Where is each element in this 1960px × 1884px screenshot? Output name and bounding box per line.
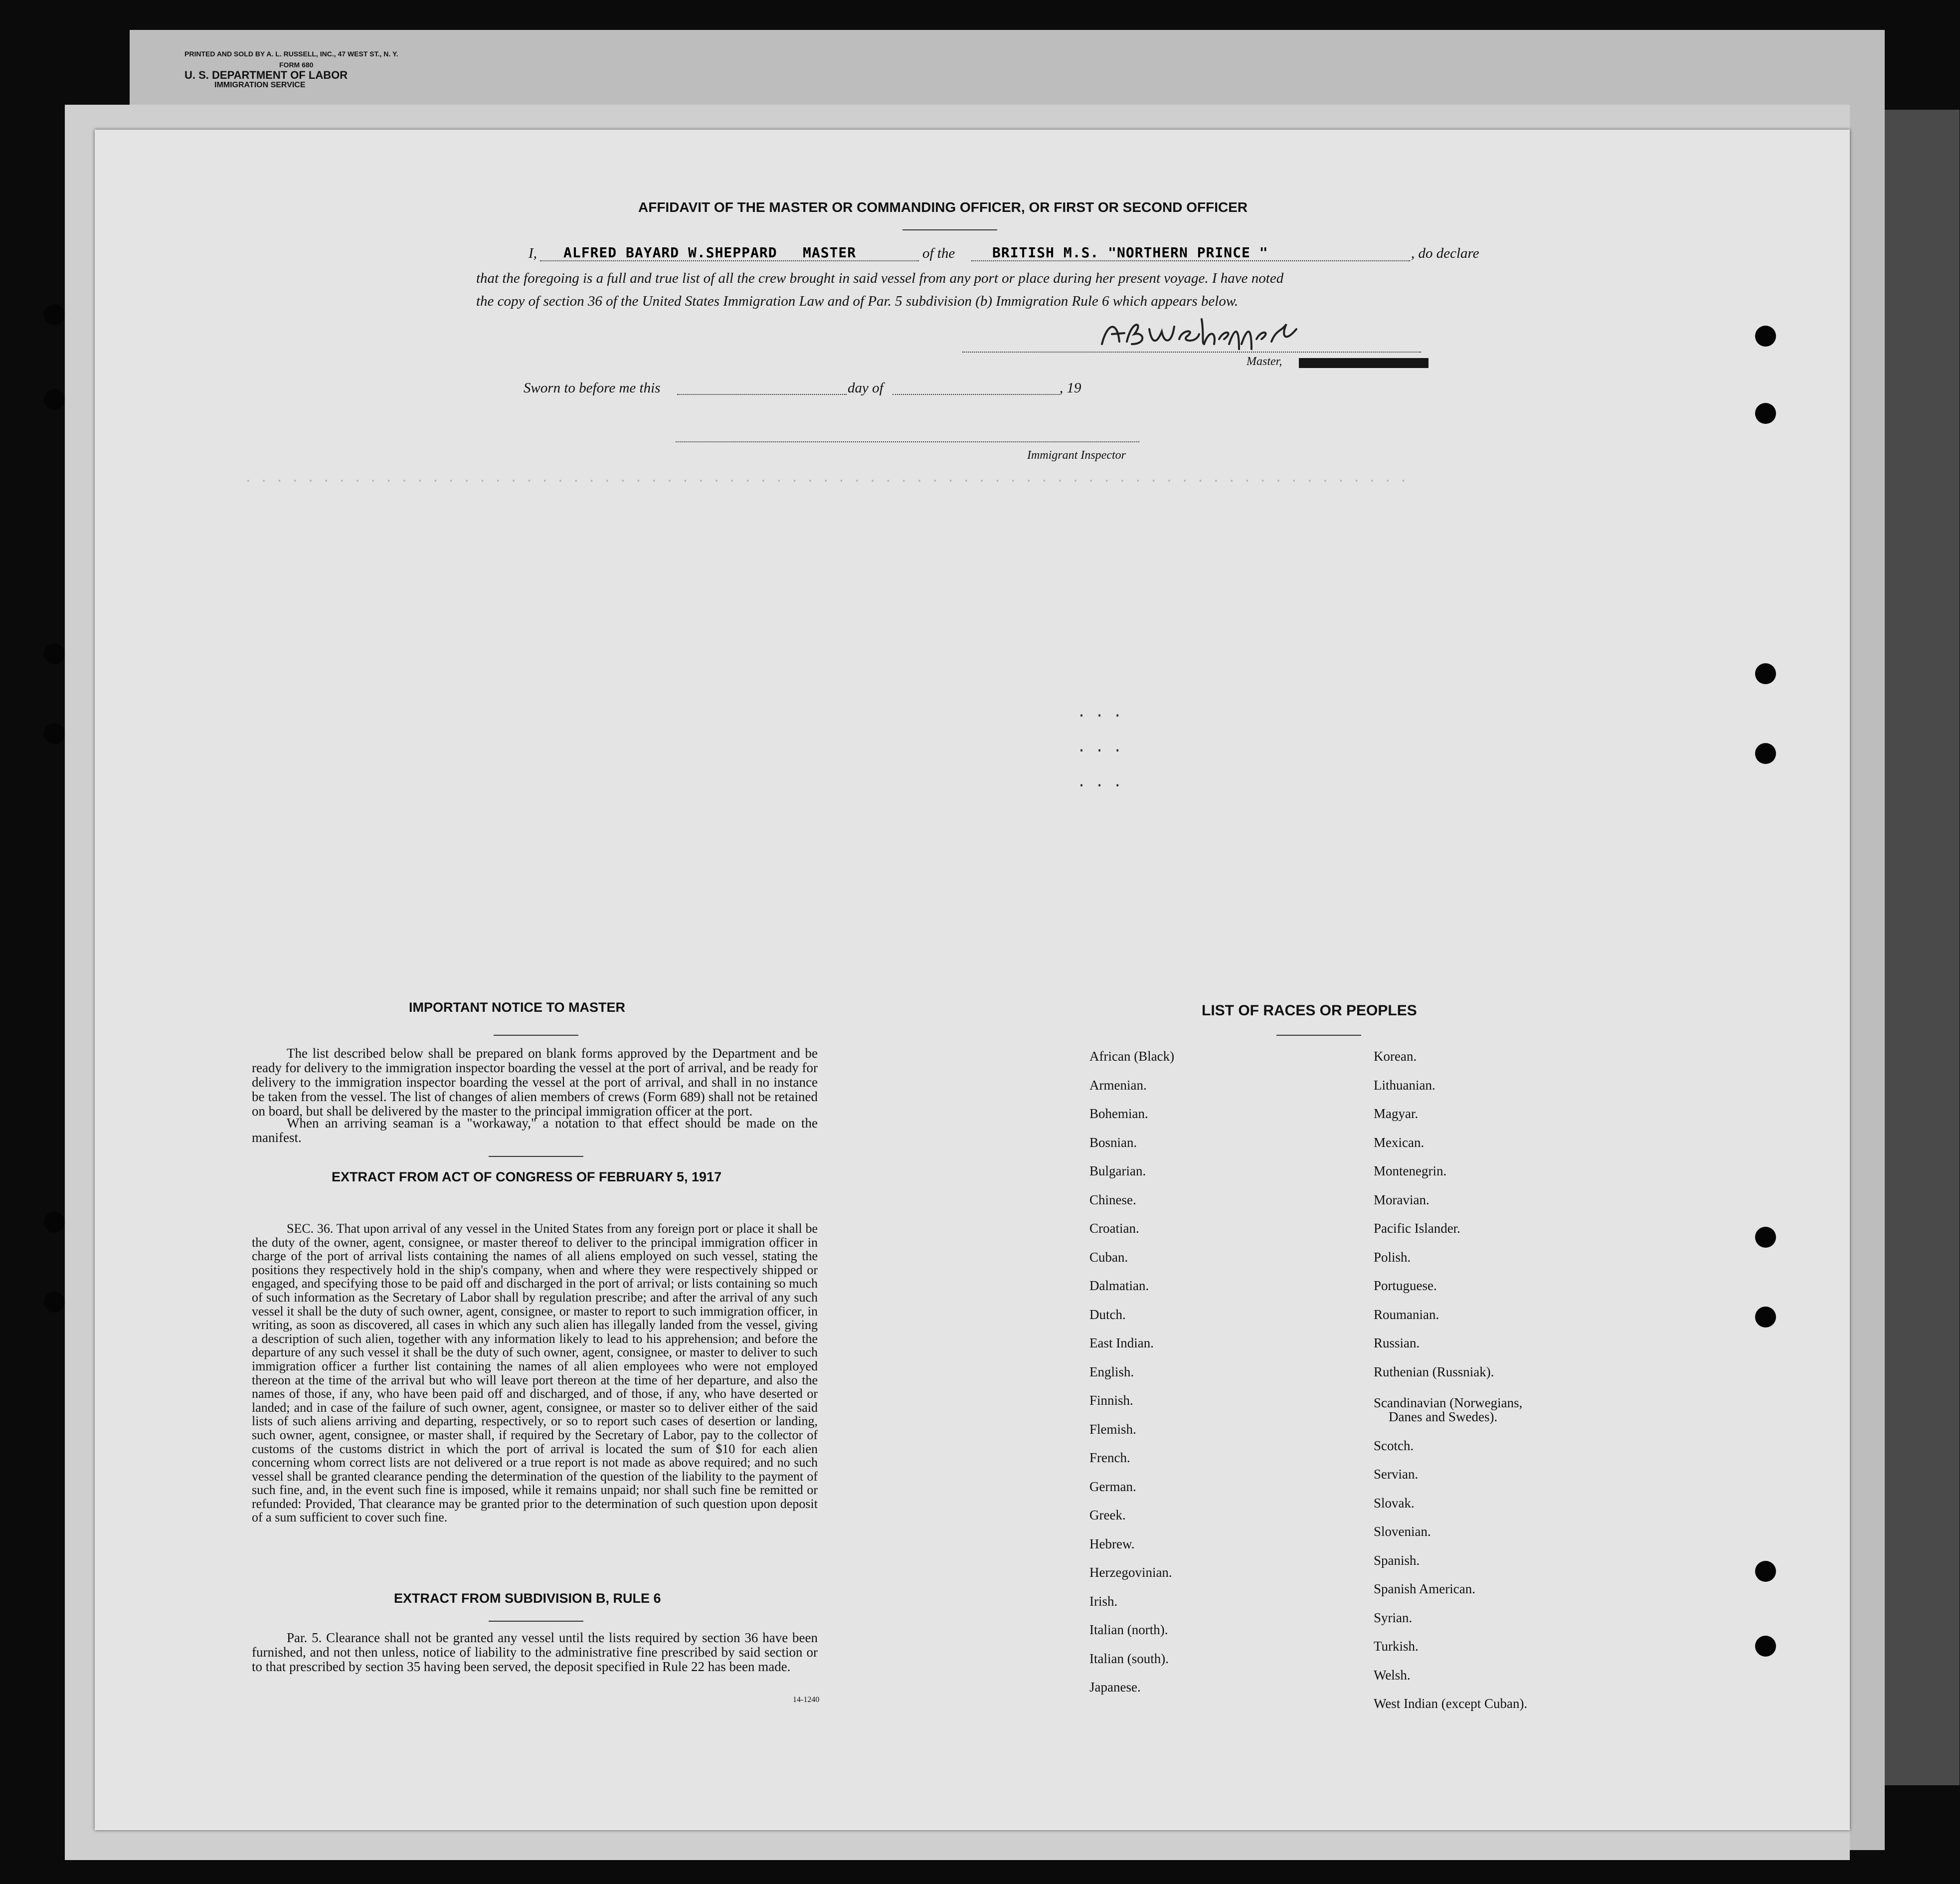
race-item: Servian.: [1374, 1467, 1419, 1482]
extract-congress-title: EXTRACT FROM ACT OF CONGRESS OF FEBRUARY 5, 1917: [332, 1169, 722, 1184]
punch-hole: [1755, 1307, 1776, 1327]
punch-hole: [1755, 663, 1776, 684]
extract-rule-title: EXTRACT FROM SUBDIVISION B, RULE 6: [394, 1591, 661, 1606]
punch-hole: [44, 389, 65, 410]
bleed-through-text: · · · · · · · · · · · · · · · · · · · · · · · · · · · · · · · · · · · · · · · · · · · · · · · · · · · · · · · · · · · · · · · · · · · · · · · · · · ·: [244, 474, 1408, 489]
bleed-through-dots: . . .: [1077, 703, 1122, 721]
day-of-label: day of: [848, 380, 884, 396]
race-item: Ruthenian (Russniak).: [1374, 1364, 1494, 1379]
race-item: Bulgarian.: [1089, 1163, 1146, 1178]
race-item: Dalmatian.: [1089, 1278, 1149, 1293]
race-item: German.: [1089, 1479, 1136, 1494]
notice-paragraph-1: The list described below shall be prepared on blank forms approved by the Department and be ready for delivery to the immigration inspector boarding the vessel at the port of arrival, and be ready for delivery to the immigration inspector boarding the vessel at the port of arrival, and shall in no instance be taken from the vessel. The list of changes of alien members of crews (Form 689) shall not be retained on board, but shall be delivered by the master to the principal immigration officer at the port.: [252, 1046, 818, 1119]
declare-label: , do declare: [1411, 245, 1479, 261]
redaction-bar: [1299, 358, 1428, 368]
race-item: African (Black): [1089, 1049, 1175, 1064]
inspector-label: Immigrant Inspector: [1027, 449, 1126, 462]
punch-hole: [1755, 1561, 1776, 1582]
race-item: Scotch.: [1374, 1438, 1414, 1453]
inspector-signature-line: [676, 441, 1139, 442]
year-label: , 19: [1060, 380, 1081, 396]
race-item: Bohemian.: [1089, 1106, 1148, 1121]
race-item: English.: [1089, 1364, 1134, 1379]
race-item: Croatian.: [1089, 1221, 1139, 1236]
race-item: Cuban.: [1089, 1249, 1128, 1265]
punch-hole: [44, 304, 65, 325]
master-signature-line: [962, 352, 1421, 353]
race-item: Slovak.: [1374, 1495, 1415, 1510]
race-item: Finnish.: [1089, 1393, 1133, 1408]
race-item: Pacific Islander.: [1374, 1221, 1460, 1236]
printer-line: PRINTED AND SOLD BY A. L. RUSSELL, INC., 47 WEST ST., N. Y.: [184, 50, 398, 58]
form-number: FORM 680: [279, 61, 314, 69]
notice-title: IMPORTANT NOTICE TO MASTER: [409, 1000, 625, 1015]
extract-congress-text: SEC. 36. That upon arrival of any vessel in the United States from any foreign port or place it shall be the duty of the owner, agent, consignee, or master thereof to deliver to the principal immigration officer in charge of the port of arrival lists containing the names of all aliens employed on such vessel, stating the positions they respectively hold in the ship's company, when and where they were respectively shipped or engaged, and specifying those to be paid off and discharged in the port of arrival; or lists containing so much of such information as the Secretary of Labor shall by regulation prescribe; and after the arrival of any such vessel it shall be the duty of such owner, agent, consignee, or master to report to such immigration officer, in writing, as soon as discovered, all cases in which any such alien has illegally landed from the vessel, giving a description of such alien, together with any information likely to lead to his apprehension; and before the departure of any such vessel it shall be the duty of such owner, agent, consignee, or master to deliver to such immigration officer a further list containing the names of all alien employees who were not employed thereon at the time of the arrival but who will leave port thereon at the time of her departure, and also the names of those, if any, who have been paid off and discharged, and of those, if any, who have deserted or landed; and in case of the failure of such owner, agent, consignee, or master so to deliver either of the said lists of such aliens arriving and departing, respectively, or so to report such cases of desertion or landing, such owner, agent, consignee, or master shall, if required by the Secretary of Labor, pay to the collector of customs of the customs district in which the port of arrival is located the sum of $10 for each alien concerning whom correct lists are not delivered or a true report is not made as above required; and no such vessel shall be granted clearance pending the determination of the question of the liability to the payment of such fine, and, in the event such fine is imposed, while it remains unpaid; nor shall such fine be remitted or refunded: Provided, That clearance may be granted prior to the determination of such question upon deposit of a sum sufficient to cover such fine.: [252, 1221, 818, 1525]
race-item: Syrian.: [1374, 1610, 1413, 1625]
declaration-line-3: the copy of section 36 of the United States Immigration Law and of Par. 5 subdivision (b) Immigration Rule 6 which appears below.: [476, 293, 1239, 309]
affidavit-title: AFFIDAVIT OF THE MASTER OR COMMANDING OFFICER, OR FIRST OR SECOND OFFICER: [638, 199, 1248, 215]
punch-hole: [44, 1292, 65, 1313]
race-item: Italian (south).: [1089, 1651, 1169, 1666]
race-item: Montenegrin.: [1374, 1163, 1447, 1178]
punch-hole: [44, 643, 65, 664]
race-item: Japanese.: [1089, 1680, 1141, 1695]
race-item: French.: [1089, 1450, 1130, 1465]
race-item: Polish.: [1374, 1249, 1411, 1265]
form-code: 14-1240: [793, 1696, 820, 1704]
race-item: East Indian.: [1089, 1335, 1154, 1350]
race-item: Herzegovinian.: [1089, 1565, 1172, 1580]
rank-value: MASTER: [803, 244, 857, 261]
punch-hole: [1755, 1227, 1776, 1248]
race-item: Danes and Swedes).: [1389, 1409, 1498, 1424]
race-item: Mexican.: [1374, 1134, 1425, 1150]
race-item: Portuguese.: [1374, 1278, 1437, 1293]
extract-rule-rule: [489, 1621, 583, 1622]
master-signature: [1097, 314, 1311, 354]
race-item: Russian.: [1374, 1335, 1420, 1350]
race-item: Turkish.: [1374, 1639, 1419, 1654]
race-item: Chinese.: [1089, 1192, 1136, 1207]
race-item: Irish.: [1089, 1593, 1118, 1609]
of-the-label: of the: [922, 245, 955, 261]
race-item: Roumanian.: [1374, 1307, 1439, 1322]
race-item: Dutch.: [1089, 1307, 1126, 1322]
punch-hole: [1755, 743, 1776, 764]
punch-hole: [1755, 403, 1776, 424]
race-item: Hebrew.: [1089, 1536, 1135, 1551]
race-item: Welsh.: [1374, 1667, 1411, 1683]
punch-hole: [1755, 326, 1776, 347]
sworn-day-line: [677, 394, 847, 395]
race-item: Bosnian.: [1089, 1134, 1137, 1150]
sworn-label: Sworn to before me this: [524, 380, 661, 396]
race-item: Flemish.: [1089, 1421, 1136, 1437]
punch-hole: [44, 723, 65, 744]
extract-rule-text: Par. 5. Clearance shall not be granted any vessel until the lists required by section 36 have been furnished, and not then unless, notice of liability to the administrative fine prescribed by said section or to that prescribed by section 35 having been served, the deposit specified in Rule 22 has been made.: [252, 1630, 818, 1674]
race-item: West Indian (except Cuban).: [1374, 1696, 1528, 1711]
race-item: Spanish American.: [1374, 1581, 1475, 1596]
bleed-through-dots: . . .: [1077, 773, 1122, 790]
affidavit-sheet: [95, 130, 1850, 1830]
master-label: Master,: [1247, 355, 1282, 368]
race-item: Magyar.: [1374, 1106, 1419, 1121]
i-label: I,: [529, 245, 537, 261]
punch-hole: [44, 1212, 65, 1233]
vessel-name: BRITISH M.S. "NORTHERN PRINCE ": [992, 244, 1268, 261]
race-item: Slovenian.: [1374, 1524, 1431, 1539]
sworn-month-line: [892, 394, 1060, 395]
service-label: IMMIGRATION SERVICE: [214, 81, 306, 89]
declaration-line-2: that the foregoing is a full and true list of all the crew brought in said vessel from any port or place during her present voyage. I have noted: [476, 270, 1284, 286]
bleed-through-dots: . . .: [1077, 738, 1122, 755]
master-name: ALFRED BAYARD W.SHEPPARD: [563, 244, 777, 261]
department-label: U. S. DEPARTMENT OF LABOR: [184, 69, 348, 81]
races-title: LIST OF RACES OR PEOPLES: [1202, 1002, 1417, 1019]
race-item: Spanish.: [1374, 1552, 1420, 1568]
race-item: Armenian.: [1089, 1077, 1147, 1093]
race-item: Korean.: [1374, 1049, 1417, 1064]
race-item: Scandinavian (Norwegians,: [1374, 1395, 1523, 1410]
punch-hole: [1755, 1636, 1776, 1657]
notice-rule: [494, 1035, 578, 1036]
races-rule: [1276, 1035, 1361, 1036]
race-item: Lithuanian.: [1374, 1077, 1435, 1093]
notice-paragraph-2: When an arriving seaman is a "workaway," a notation to that effect should be made on the manifest.: [252, 1116, 818, 1145]
race-item: Greek.: [1089, 1507, 1126, 1522]
notice-end-rule: [489, 1156, 583, 1157]
race-item: Moravian.: [1374, 1192, 1429, 1207]
race-item: Italian (north).: [1089, 1622, 1168, 1637]
title-rule: [902, 229, 997, 230]
